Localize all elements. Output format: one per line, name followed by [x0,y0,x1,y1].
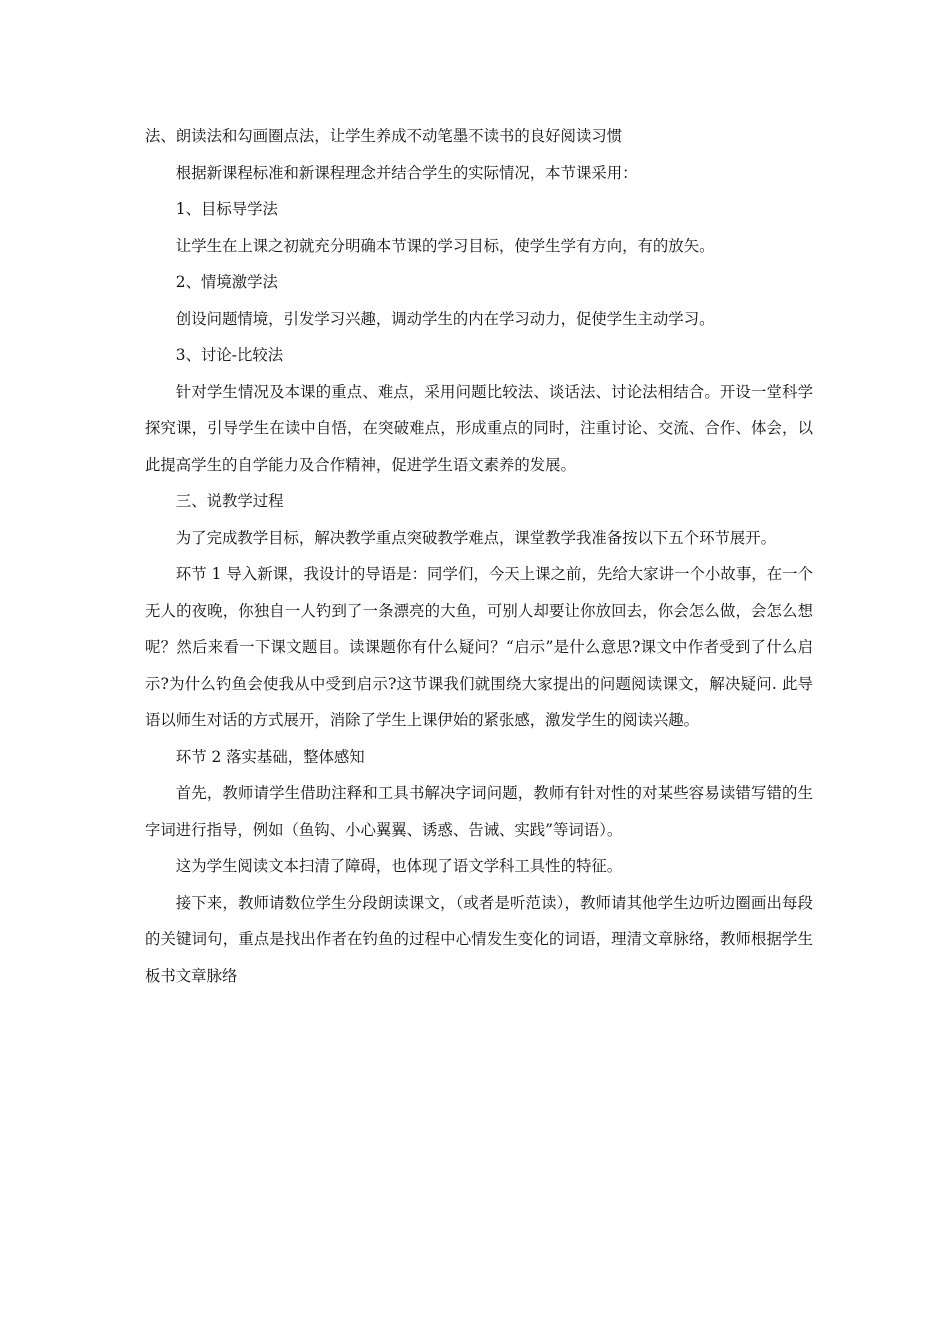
paragraph-method-2: 创设问题情境，引发学习兴趣，调动学生的内在学习动力，促使学生主动学习。 [175,309,715,328]
document-page [145,118,813,994]
paragraph-method-intro: 根据新课程标准和新课程理念并结合学生的实际情况，本节课采用： [175,163,638,182]
paragraph-continuation: 法、朗读法和勾画圈点法，让学生养成不动笔墨不读书的良好阅读习惯 [145,127,623,145]
heading-method-2: 2、情境激学法 [175,273,278,291]
heading-method-1: 1、目标导学法 [175,200,278,218]
paragraph-method-3: 针对学生情况及本课的重点、难点，采用问题比较法、谈话法、讨论法相结合。开设一堂科学探究课，引导学生在读中自悟，在突破难点，形成重点的同时，注重讨论、交流、合作、体会，以此提高学生的自学能力及合作精神，促进学生语文素养的发展。 [145,382,813,474]
paragraph-method-1: 让学生在上课之初就充分明确本节课的学习目标，使学生学有方向，有的放矢。 [175,236,715,255]
paragraph-step-2-purpose: 这为学生阅读文本扫清了障碍，也体现了语文学科工具性的特征。 [175,857,623,875]
paragraph-process-intro: 为了完成教学目标，解决教学重点突破教学难点，课堂教学我准备按以下五个环节展开。 [175,528,777,547]
heading-step-2: 环节 2 落实基础，整体感知 [175,747,365,766]
paragraph-step-1: 环节 1 导入新课，我设计的导语是：同学们，今天上课之前，先给大家讲一个小故事，在一个无人的夜晚，你独自一人钓到了一条漂亮的大鱼，可别人却要让你放回去，你会怎么做，会怎么想呢？然后来看一下课文题目。读课题你有什么疑问？“启示”是什么意思?课文中作者受到了什么启示?为什么钓鱼会使我从中受到启示?这节课我们就围绕大家提出的问题阅读课文，解决疑问. 此导语以师生对话的方式展开，消除了学生上课伊始的紧张感，激发学生的阅读兴趣。 [145,565,813,729]
paragraph-step-2-reading: 接下来，教师请数位学生分段朗读课文，（或者是听范读），教师请其他学生边听边圈画出每段的关键词句，重点是找出作者在钓鱼的过程中心情发生变化的词语，理清文章脉络，教师根据学生板书文章脉络 [145,893,813,985]
heading-method-3: 3、讨论-比较法 [175,346,284,364]
heading-section-3: 三、说教学过程 [175,492,284,510]
paragraph-step-2-words: 首先，教师请学生借助注释和工具书解决字词问题，教师有针对性的对某些容易读错写错的生字词进行指导，例如（鱼钩、小心翼翼、诱惑、告诫、实践”等词语）。 [145,784,813,839]
